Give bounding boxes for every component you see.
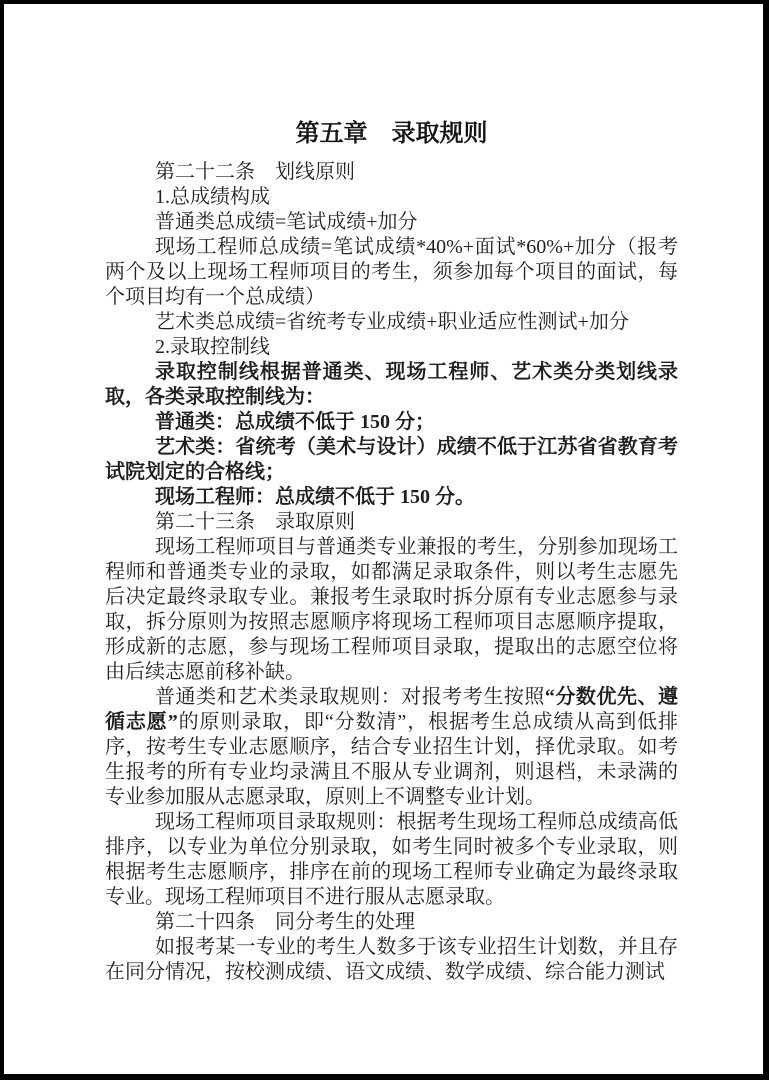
paragraph bbox=[105, 810, 678, 910]
chapter-title: 第五章 录取规则 bbox=[295, 120, 488, 147]
paragraph bbox=[105, 185, 678, 210]
paragraph bbox=[105, 360, 678, 410]
paragraph-text: 艺术类总成绩=省统考专业成绩+职业适应性测试+加分 bbox=[155, 311, 629, 333]
paragraph-text: 第二十二条 划线原则 bbox=[155, 161, 355, 183]
paragraph-text: 普通类和艺术类录取规则：对报考考生按照 bbox=[155, 686, 545, 708]
paragraph bbox=[105, 410, 678, 435]
paragraph bbox=[105, 685, 678, 810]
paragraph-text: 第二十四条 同分考生的处理 bbox=[155, 911, 415, 933]
paragraph-text: 现场工程师项目录取规则：根据考生现场工程师总成绩高低排序，以专业为单位分别录取，如考生同时被多个专业录取，则根据考生志愿顺序，排序在前的现场工程师专业确定为最终录取专业。现场工程师项目不进行服从志愿录取。 bbox=[105, 811, 678, 908]
paragraph-text: 第二十三条 录取原则 bbox=[155, 511, 355, 533]
paragraph-bold-text: 普通类：总成绩不低于 150 分； bbox=[155, 411, 435, 433]
paragraph-bold-text: “分数优先、遵循志愿” bbox=[105, 686, 679, 733]
paragraph bbox=[105, 535, 678, 685]
paragraph-text: 普通类总成绩=笔试成绩+加分 bbox=[155, 211, 418, 233]
paragraph bbox=[105, 435, 678, 485]
paragraph bbox=[105, 235, 678, 310]
paragraph-text: 2.录取控制线 bbox=[155, 336, 270, 358]
paragraph bbox=[105, 935, 678, 985]
paragraph bbox=[105, 310, 678, 335]
paragraph-text: 如报考某一专业的考生人数多于该专业招生计划数，并且存在同分情况，按校测成绩、语文成绩、数学成绩、综合能力测试 bbox=[105, 936, 678, 983]
paragraph bbox=[105, 485, 678, 510]
paragraph-text: 现场工程师项目与普通类专业兼报的考生，分别参加现场工程师和普通类专业的录取，如都满足录取条件，则以考生志愿先后决定最终录取专业。兼报考生录取时拆分原有专业志愿参与录取，拆分原则为按照志愿顺序将现场工程师项目志愿顺序提取，形成新的志愿，参与现场工程师项目录取，提取出的志愿空位将由后续志愿前移补缺。 bbox=[105, 536, 678, 683]
paragraph bbox=[105, 210, 678, 235]
paragraph bbox=[105, 335, 678, 360]
paragraph-text: 1.总成绩构成 bbox=[155, 186, 270, 208]
paragraph-text: 现场工程师总成绩=笔试成绩*40%+面试*60%+加分（报考两个及以上现场工程师项目的考生，须参加每个项目的面试，每个项目均有一个总成绩） bbox=[105, 236, 678, 308]
paragraph-text: 的原则录取，即“分数清”，根据考生总成绩从高到低排序，按考生专业志愿顺序，结合专业招生计划，择优录取。如考生报考的所有专业均录满且不服从专业调剂，则退档，未录满的专业参加服从志愿录取，原则上不调整专业计划。 bbox=[105, 711, 679, 808]
paragraph bbox=[105, 910, 678, 935]
paragraph-bold-text: 现场工程师：总成绩不低于 150 分。 bbox=[155, 486, 475, 508]
document-body bbox=[105, 160, 678, 985]
paragraph-bold-text: 艺术类：省统考（美术与设计）成绩不低于江苏省省教育考试院划定的合格线； bbox=[105, 436, 678, 483]
document-page bbox=[4, 4, 763, 1074]
paragraph bbox=[105, 160, 678, 185]
paragraph bbox=[105, 510, 678, 535]
paragraph-bold-text: 录取控制线根据普通类、现场工程师、艺术类分类划线录取，各类录取控制线为： bbox=[105, 361, 678, 408]
